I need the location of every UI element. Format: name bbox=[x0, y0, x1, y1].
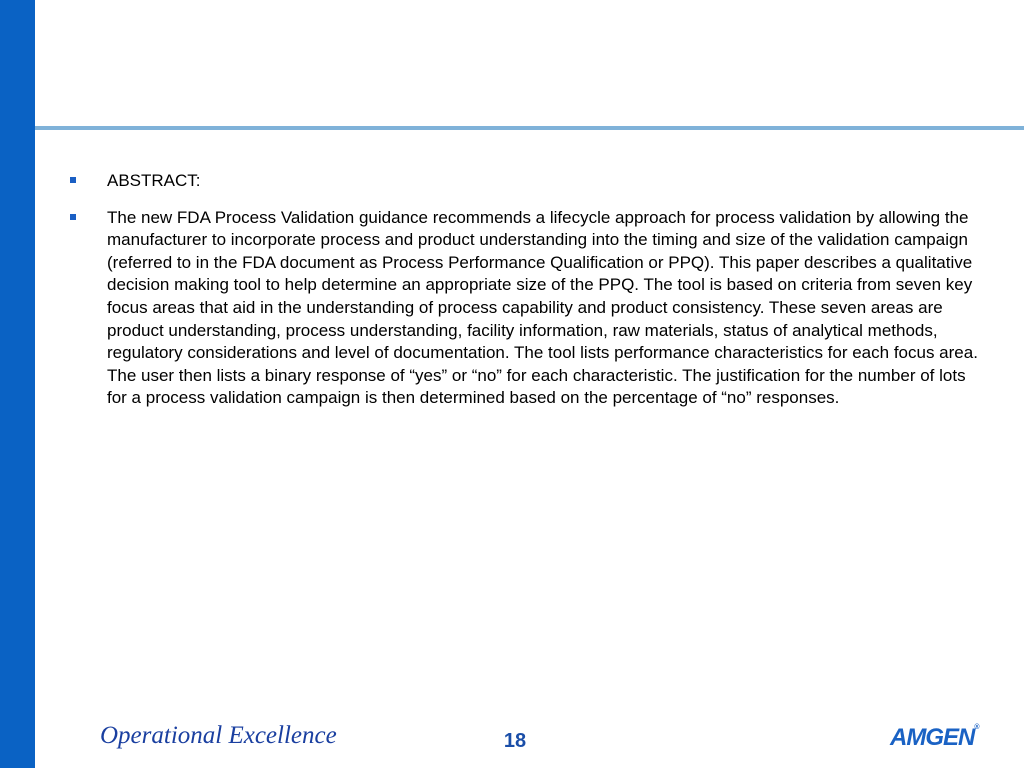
logo-text: AMGEN bbox=[890, 724, 975, 751]
bullet-text: ABSTRACT: bbox=[107, 171, 201, 190]
registered-mark: ® bbox=[974, 724, 980, 731]
bullet-item-body bbox=[67, 207, 987, 410]
slide-body bbox=[67, 170, 987, 424]
bullet-text: The new FDA Process Validation guidance recommends a lifecycle approach for process validation by allowing the manufacturer to incorporate process and product understanding into the timing and size of the validation campaign (referred to in the FDA document as Process Performance Qualification or PPQ). This paper describes a qualitative decision making tool to help determine an appropriate size of the PPQ. The tool is based on criteria from seven key focus areas that aid in the understanding of process capability and product consistency. These seven areas are product understanding, process understanding, facility information, raw materials, status of analytical methods, regulatory considerations and level of documentation. The tool lists performance characteristics for each focus area. The user then lists a binary response of “yes” or “no” for each characteristic. The justification for the number of lots for a process validation campaign is then determined based on the percentage of “no” responses. bbox=[107, 207, 978, 408]
square-bullet-icon bbox=[67, 207, 107, 229]
square-bullet-icon bbox=[67, 170, 107, 192]
header-divider bbox=[35, 126, 1024, 130]
amgen-logo bbox=[890, 724, 980, 752]
left-accent-bar bbox=[0, 0, 35, 768]
page-number: 18 bbox=[503, 730, 527, 752]
bullet-item-abstract bbox=[67, 170, 987, 193]
footer-title: Operational Excellence bbox=[100, 722, 337, 749]
